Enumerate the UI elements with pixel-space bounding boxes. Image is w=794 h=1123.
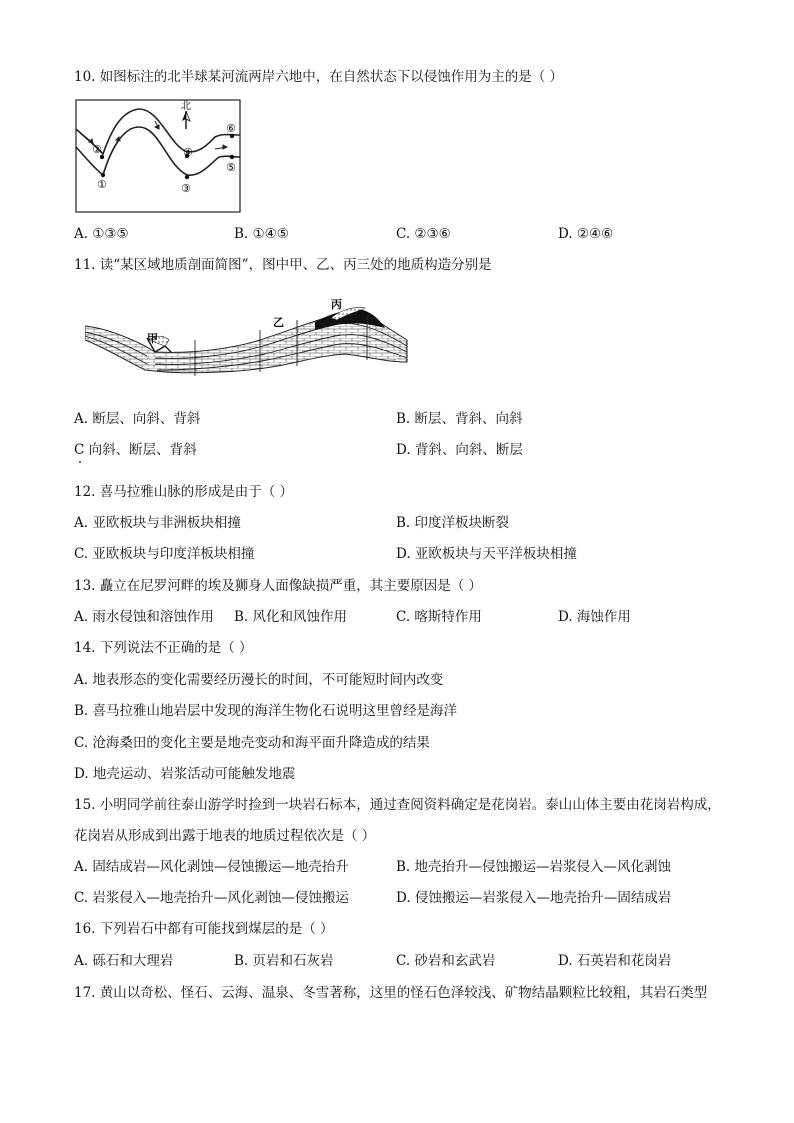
q10-option-c[interactable]: C. ②③⑥ <box>396 226 451 242</box>
point-3: ③ <box>181 182 191 195</box>
q10-option-d[interactable]: D. ②④⑥ <box>558 226 614 242</box>
q15-option-d[interactable]: D. 侵蚀搬运—岩浆侵入—地壳抬升—固结成岩 <box>396 890 672 906</box>
q14-option-c[interactable]: C. 沧海桑田的变化主要是地壳变动和海平面升降造成的结果 <box>74 735 430 751</box>
river-meander-figure <box>75 99 241 213</box>
question-12-stem: 12. 喜马拉雅山脉的形成是由于（ ） <box>74 484 294 500</box>
stray-dot <box>79 461 81 463</box>
q16-option-b[interactable]: B. 页岩和石灰岩 <box>234 953 334 969</box>
q11-option-d[interactable]: D. 背斜、向斜、断层 <box>396 442 523 458</box>
question-14-stem: 14. 下列说法不正确的是（ ） <box>74 640 253 656</box>
label-jia: 甲 <box>147 332 158 345</box>
q11-option-a[interactable]: A. 断层、向斜、背斜 <box>74 411 201 427</box>
label-bing: 丙 <box>331 298 342 311</box>
q10-option-b[interactable]: B. ①④⑤ <box>234 226 289 242</box>
q14-option-b[interactable]: B. 喜马拉雅山地岩层中发现的海洋生物化石说明这里曾经是海洋 <box>74 703 458 719</box>
point-2: ② <box>92 143 102 156</box>
question-16-stem: 16. 下列岩石中都有可能找到煤层的是（ ） <box>74 921 334 937</box>
question-13-stem: 13. 矗立在尼罗河畔的埃及狮身人面像缺损严重，其主要原因是（ ） <box>74 578 483 594</box>
label-yi: 乙 <box>273 316 284 329</box>
q16-option-c[interactable]: C. 砂岩和玄武岩 <box>396 953 496 969</box>
question-17-stem: 17. 黄山以奇松、怪石、云海、温泉、冬雪著称，这里的怪石色泽较浅、矿物结晶颗粒比较粗，其岩石类型 <box>74 985 708 1001</box>
q16-option-a[interactable]: A. 砾石和大理岩 <box>74 953 174 969</box>
q10-option-a[interactable]: A. ①③⑤ <box>74 226 129 242</box>
q13-option-a[interactable]: A. 雨水侵蚀和溶蚀作用 <box>74 609 214 625</box>
question-15-stem-line2: 花岗岩从形成到出露于地表的地质过程依次是（ ） <box>74 828 376 844</box>
q13-option-c[interactable]: C. 喀斯特作用 <box>396 609 482 625</box>
q13-option-b[interactable]: B. 风化和风蚀作用 <box>234 609 348 625</box>
q14-option-d[interactable]: D. 地壳运动、岩浆活动可能触发地震 <box>74 766 296 782</box>
q12-option-c[interactable]: C. 亚欧板块与印度洋板块相撞 <box>74 546 255 562</box>
q11-option-b[interactable]: B. 断层、背斜、向斜 <box>396 411 523 427</box>
point-5: ⑤ <box>226 161 236 174</box>
geologic-section-figure <box>85 296 410 386</box>
q11-option-c[interactable]: C 向斜、断层、背斜 <box>74 442 197 458</box>
q12-option-d[interactable]: D. 亚欧板块与天平洋板块相撞 <box>396 546 577 562</box>
point-4: ④ <box>183 146 193 159</box>
q14-option-a[interactable]: A. 地表形态的变化需要经历漫长的时间，不可能短时间内改变 <box>74 672 444 688</box>
q13-option-d[interactable]: D. 海蚀作用 <box>558 609 631 625</box>
q12-option-b[interactable]: B. 印度洋板块断裂 <box>396 515 510 531</box>
point-1: ① <box>97 178 107 191</box>
q15-option-b[interactable]: B. 地壳抬升—侵蚀搬运—岩浆侵入—风化剥蚀 <box>396 859 672 875</box>
north-label: 北 <box>181 101 191 112</box>
q15-option-c[interactable]: C. 岩浆侵入—地壳抬升—风化剥蚀—侵蚀搬运 <box>74 890 349 906</box>
question-15-stem-line1: 15. 小明同学前往泰山游学时捡到一块岩石标本，通过查阅资料确定是花岗岩。泰山山体主要由花岗岩构成， <box>74 797 721 813</box>
q15-option-a[interactable]: A. 固结成岩—风化剥蚀—侵蚀搬运—地壳抬升 <box>74 859 349 875</box>
point-6: ⑥ <box>226 122 236 135</box>
question-11-stem: 11. 读“某区域地质剖面简图”，图中甲、乙、丙三处的地质构造分别是 <box>74 257 492 273</box>
q12-option-a[interactable]: A. 亚欧板块与非洲板块相撞 <box>74 515 241 531</box>
question-10-stem: 10. 如图标注的北半球某河流两岸六地中，在自然状态下以侵蚀作用为主的是（ ） <box>74 69 564 85</box>
q16-option-d[interactable]: D. 石英岩和花岗岩 <box>558 953 672 969</box>
